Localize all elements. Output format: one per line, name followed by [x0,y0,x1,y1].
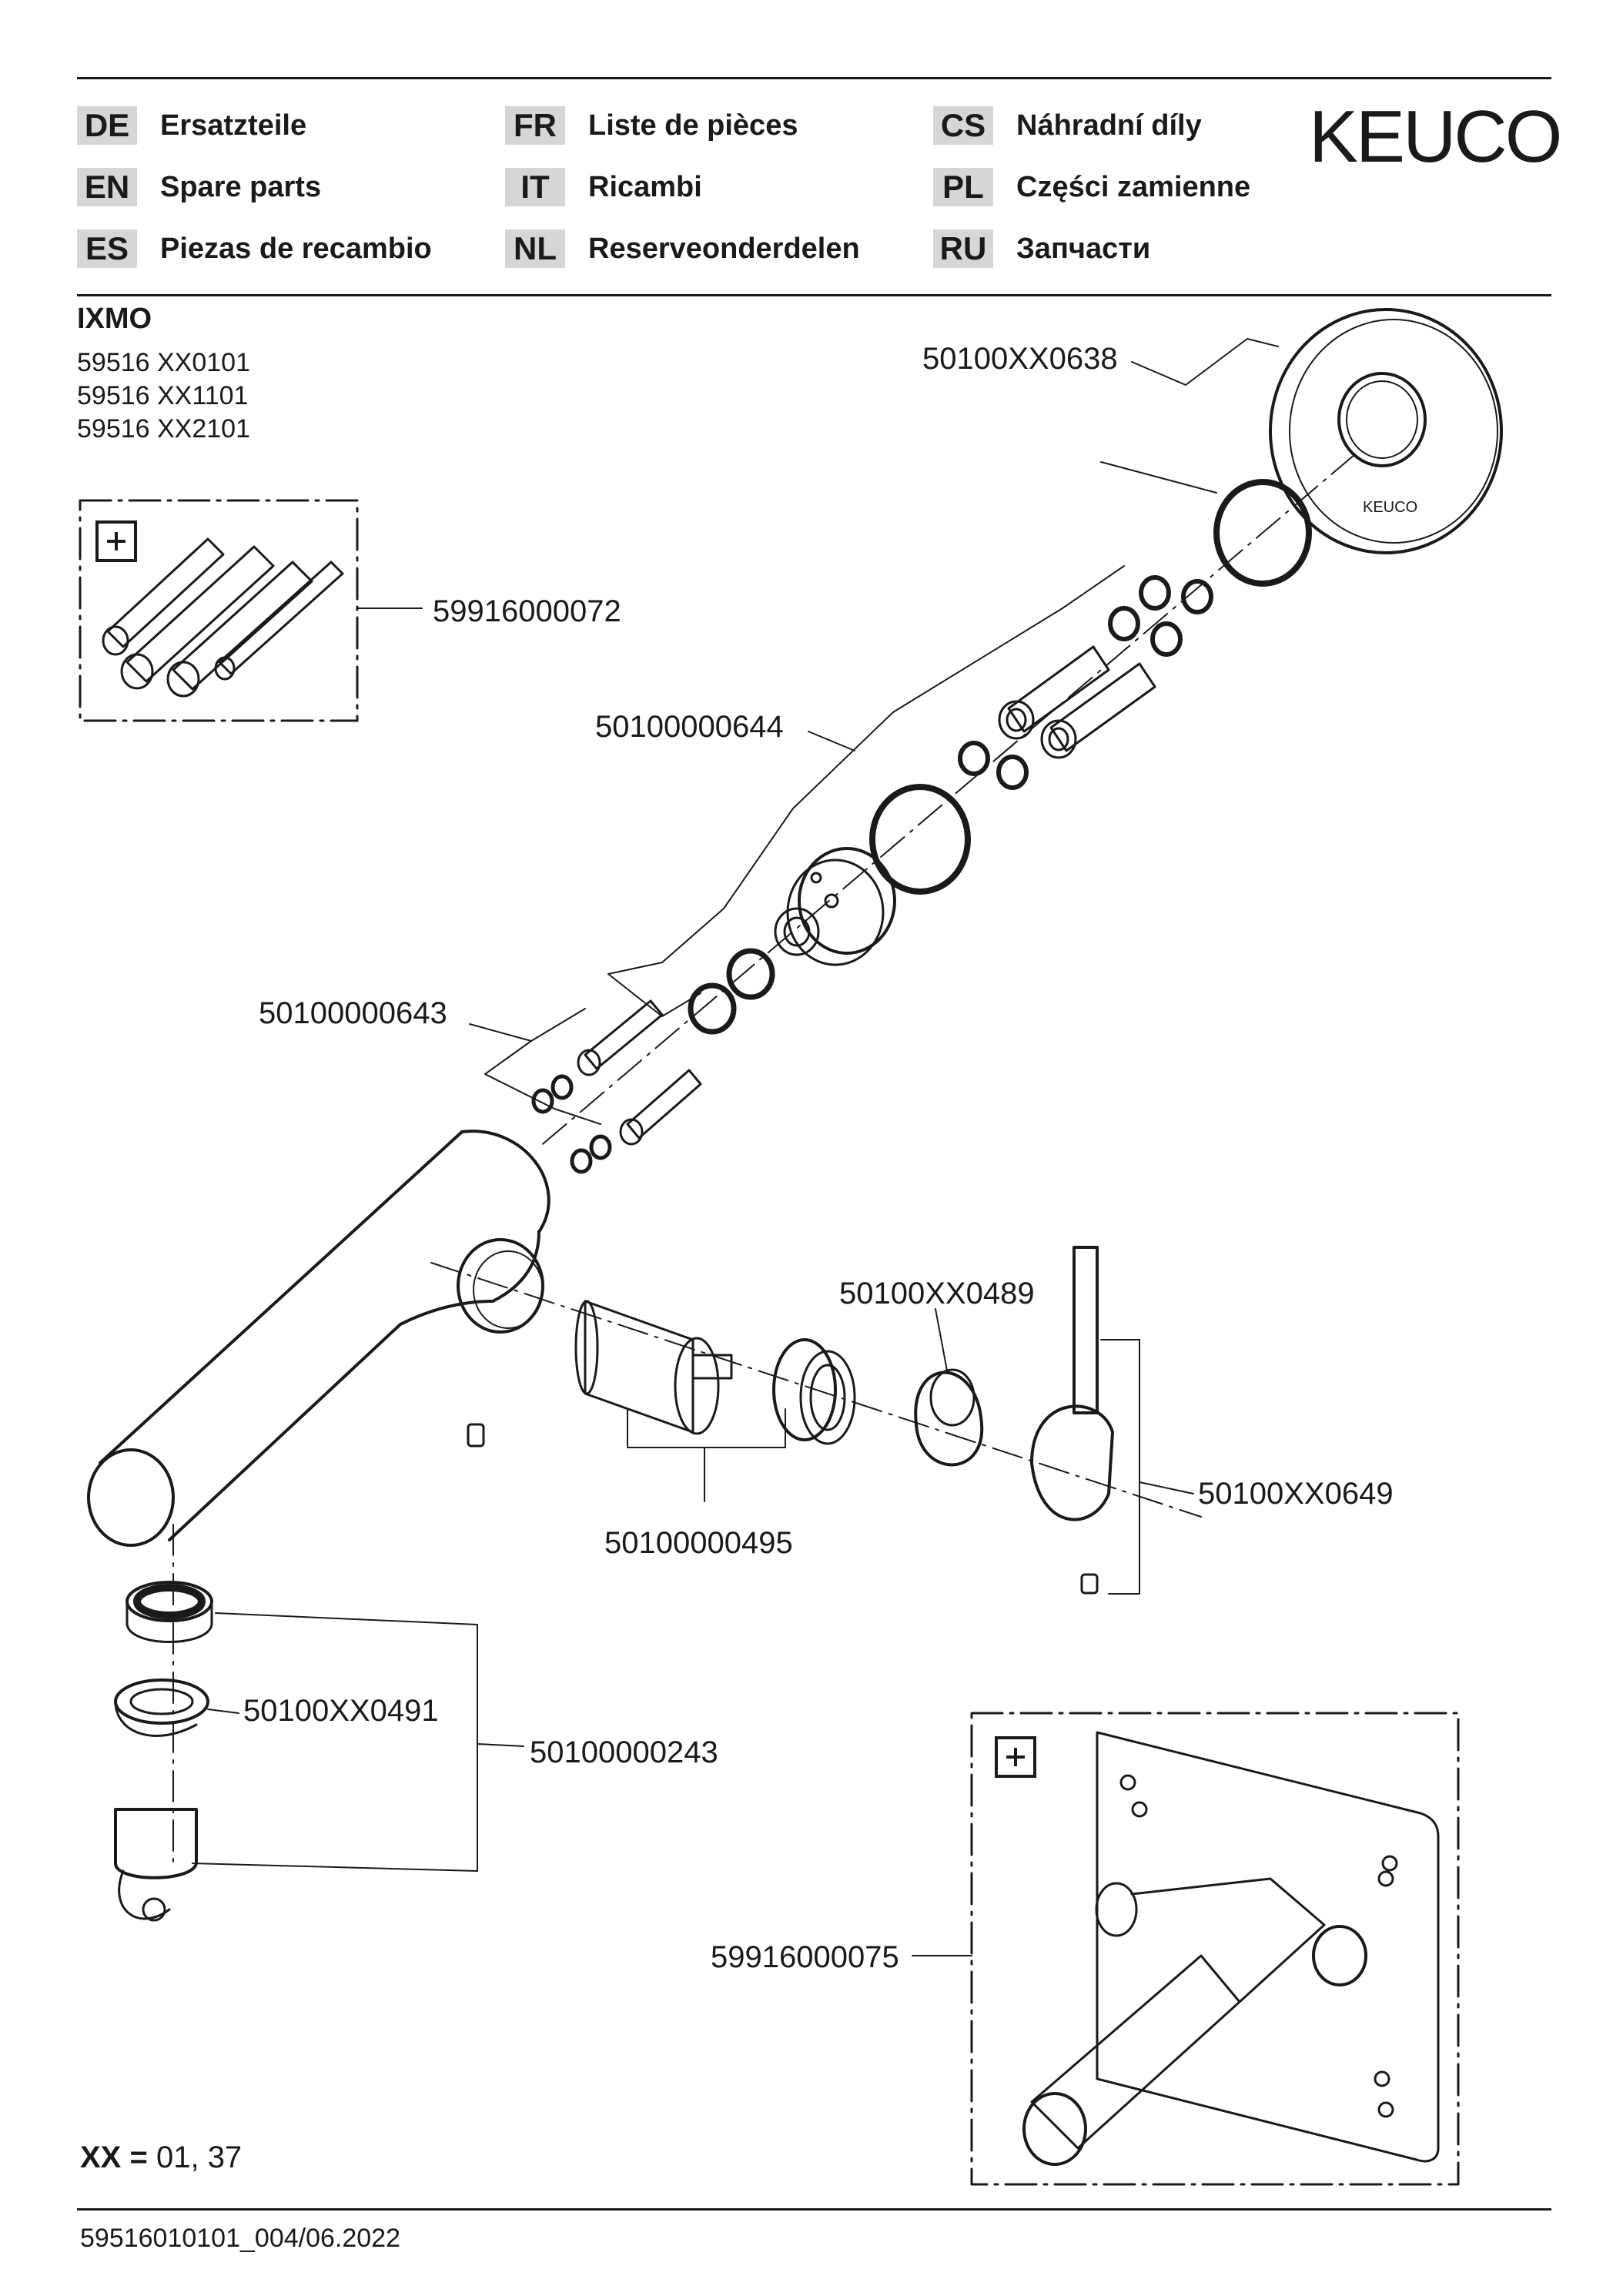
part-label-lever-handle: 50100XX0649 [1198,1477,1394,1511]
seal-ring [729,951,772,997]
lang-code: IT [505,168,565,206]
mounting-screw-holes [1121,1776,1397,2117]
leader-check-valves [808,731,855,751]
brand-logo: KEUCO [1309,95,1561,178]
pin-o-ring [572,1150,591,1172]
pin-o-ring [591,1136,610,1158]
leader-handle [1101,1340,1139,1594]
lever-handle [1032,1247,1113,1520]
lang-code: CS [933,106,993,145]
concealed-valve [1024,1879,1366,2164]
lang-name: Części zamienne [1016,171,1251,203]
o-ring [999,757,1026,788]
lang-code: PL [933,168,993,206]
threaded-ring [774,1340,855,1444]
part-label-check-valves: 50100000644 [595,710,784,744]
supply-hoses [103,539,343,696]
lang-name: Spare parts [160,171,322,203]
part-label-rosette: 50100XX0638 [922,342,1118,376]
leader-aerator-set-stem [477,1744,524,1746]
body-seal-ring [872,787,968,892]
set-screw [468,1424,484,1446]
o-ring [1153,624,1180,654]
spout-body [89,1131,549,1545]
plus-icon [95,520,137,562]
assembly-axis [539,454,1355,1147]
xx-values: 01, 37 [156,2140,243,2174]
variant-2: 59516 XX1101 [77,381,249,410]
lang-name: Náhradní díly [1016,109,1202,142]
plus-icon [995,1736,1036,1778]
part-label-connector-pins: 50100000643 [259,996,447,1030]
leader-aerator-cover [208,1709,239,1713]
lang-name: Ricambi [588,171,702,203]
o-ring [1141,577,1169,608]
part-label-cartridge: 50100000495 [604,1526,793,1560]
part-label-aerator-cover: 50100XX0491 [243,1694,439,1728]
leader-rosette [1132,339,1278,385]
lang-name: Ersatzteile [160,109,307,142]
pin-o-ring [553,1076,571,1098]
aerator [127,1582,212,1642]
xx-label: XX = [80,2140,148,2174]
connector-pin-2 [621,1070,701,1144]
o-ring [1110,608,1138,639]
connector-pin-1 [578,1001,662,1075]
cover-logo-text: KEUCO [1363,499,1418,516]
mounting-plate [1097,1732,1438,2161]
doc-number: 59516010101_004/06.2022 [80,2224,400,2253]
cartridge-axis [431,1263,1201,1517]
leader-rosette-2 [1101,462,1216,493]
lang-code: EN [77,168,137,206]
handle-rosette [915,1370,982,1465]
lang-code: FR [505,106,565,145]
variant-3: 59516 XX2101 [77,414,250,443]
handle-set-screw [1082,1575,1097,1593]
lang-name: Piezas de recambio [160,233,432,265]
lang-name: Reserveonderdelen [588,233,860,265]
variant-1: 59516 XX0101 [77,348,250,377]
part-label-aerator-set: 50100000243 [530,1735,718,1769]
part-label-handle-rosette: 50100XX0489 [839,1277,1035,1310]
aerator-cover [115,1680,208,1735]
lang-name: Liste de pièces [588,109,798,142]
part-label-hose-set: 59916000072 [433,594,621,628]
leader-handle-stem [1139,1482,1193,1494]
lang-name: Запчасти [1016,233,1151,265]
lang-code: DE [77,106,137,145]
leader-handle-rosette [935,1309,947,1371]
leader-pins-2 [531,1009,585,1041]
leader-aerator-set [192,1613,477,1871]
pin-o-ring [534,1090,552,1112]
o-ring [960,743,988,774]
aerator-key-tool [115,1809,196,1920]
xx-note [80,2140,242,2175]
lang-code: RU [933,229,993,268]
part-label-concealed-body: 59916000075 [711,1940,899,1974]
product-title: IXMO [77,303,152,335]
lang-code: NL [505,229,565,268]
cartridge [576,1301,731,1434]
seal-ring [691,986,734,1032]
lang-code: ES [77,229,137,268]
